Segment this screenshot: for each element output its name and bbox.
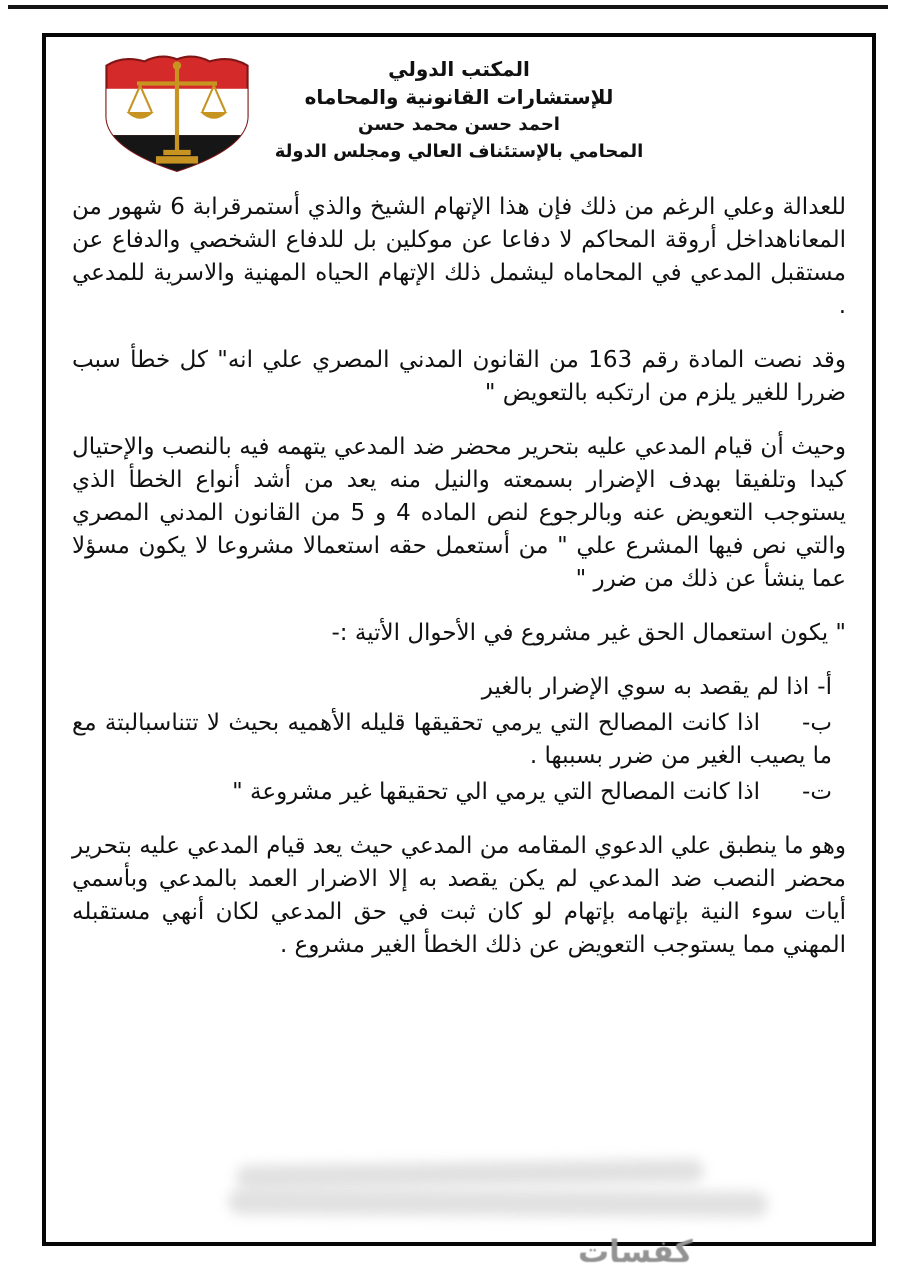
list-marker-t: ت- [802,779,832,805]
watermark-text: كفسات [578,1234,693,1270]
paragraph-article-163: وقد نصت المادة رقم 163 من القانون المدني المصري علي انه" كل خطأ سبب ضررا للغير يلزم من ارتكبه بالتعويض " [72,347,846,406]
list-item-b [72,707,832,773]
letterhead [68,49,850,187]
lawyer-name: احمد حسن محمد حسن [358,114,560,135]
list-marker-a: أ- [817,674,832,700]
document-border-frame [42,33,876,1246]
letterhead-text [68,55,850,165]
list-item-a [72,671,832,704]
list-text-t: اذا كانت المصالح التي يرمي الي تحقيقها غير مشروعة " [232,779,761,805]
office-name-line1: المكتب الدولي [388,57,530,81]
paragraph-conditions-intro: " يكون استعمال الحق غير مشروع في الأحوال الأتية :- [331,620,846,646]
list-text-a: اذا لم يقصد به سوي الإضرار بالغير [481,674,810,700]
list-marker-b: ب- [802,710,832,736]
scan-edge-line [8,5,888,9]
paragraph-argument: وحيث أن قيام المدعي عليه بتحرير محضر ضد المدعي يتهمه فيه بالنصب والإحتيال كيدا وتلفيقا بهدف الإضرار بسمعته والنيل منه يعد من أشد أنواع الخطأ الذي يستوجب التعويض عنه وبالرجوع لنص الماده 4 و 5 من القانون المدني المصري والتي نص فيها المشرع علي " من أستعمل حقه استعمالا مشروعا لا يكون مسؤلا عما ينشأ عن ذلك من ضرر " [72,434,846,592]
paragraph-intro: للعدالة وعلي الرغم من ذلك فإن هذا الإتهام الشيخ والذي أستمرقرابة 6 شهور من المعاناهداخل أروقة المحاكم لا دفاعا عن موكلين بل للدفاع الشخصي والدفاع عن مستقبل المدعي في المحاماه ليشمل ذلك الإتهام الحياه المهنية والاسرية للمدعي . [72,194,846,319]
conditions-list [72,671,832,809]
document-body [68,187,850,962]
list-item-t [72,776,832,809]
closing-paragraph: وهو ما ينطبق علي الدعوي المقامه من المدعي حيث يعد قيام المدعي عليه بتحرير محضر النصب ضد المدعي لم يكن يقصد به إلا الاضرار العمد بالمدعي وبأسمي أيات سوء النية بإتهامه بإتهام لو كان ثبت في حق المدعي لكان أنهي مستقبله المهني مما يستوجب التعويض عن ذلك الخطأ الغير مشروع . [72,833,846,958]
scan-smudge-bottom [228,1189,768,1218]
list-text-b: اذا كانت المصالح التي يرمي تحقيقها قليله الأهميه بحيث لا تتناسبالبتة مع ما يصيب الغير من ضرر بسببها . [72,710,832,769]
lawyer-title: المحامي بالإستئناف العالي ومجلس الدولة [274,141,644,162]
office-name-line2: للإستشارات القانونية والمحاماه [304,85,614,109]
